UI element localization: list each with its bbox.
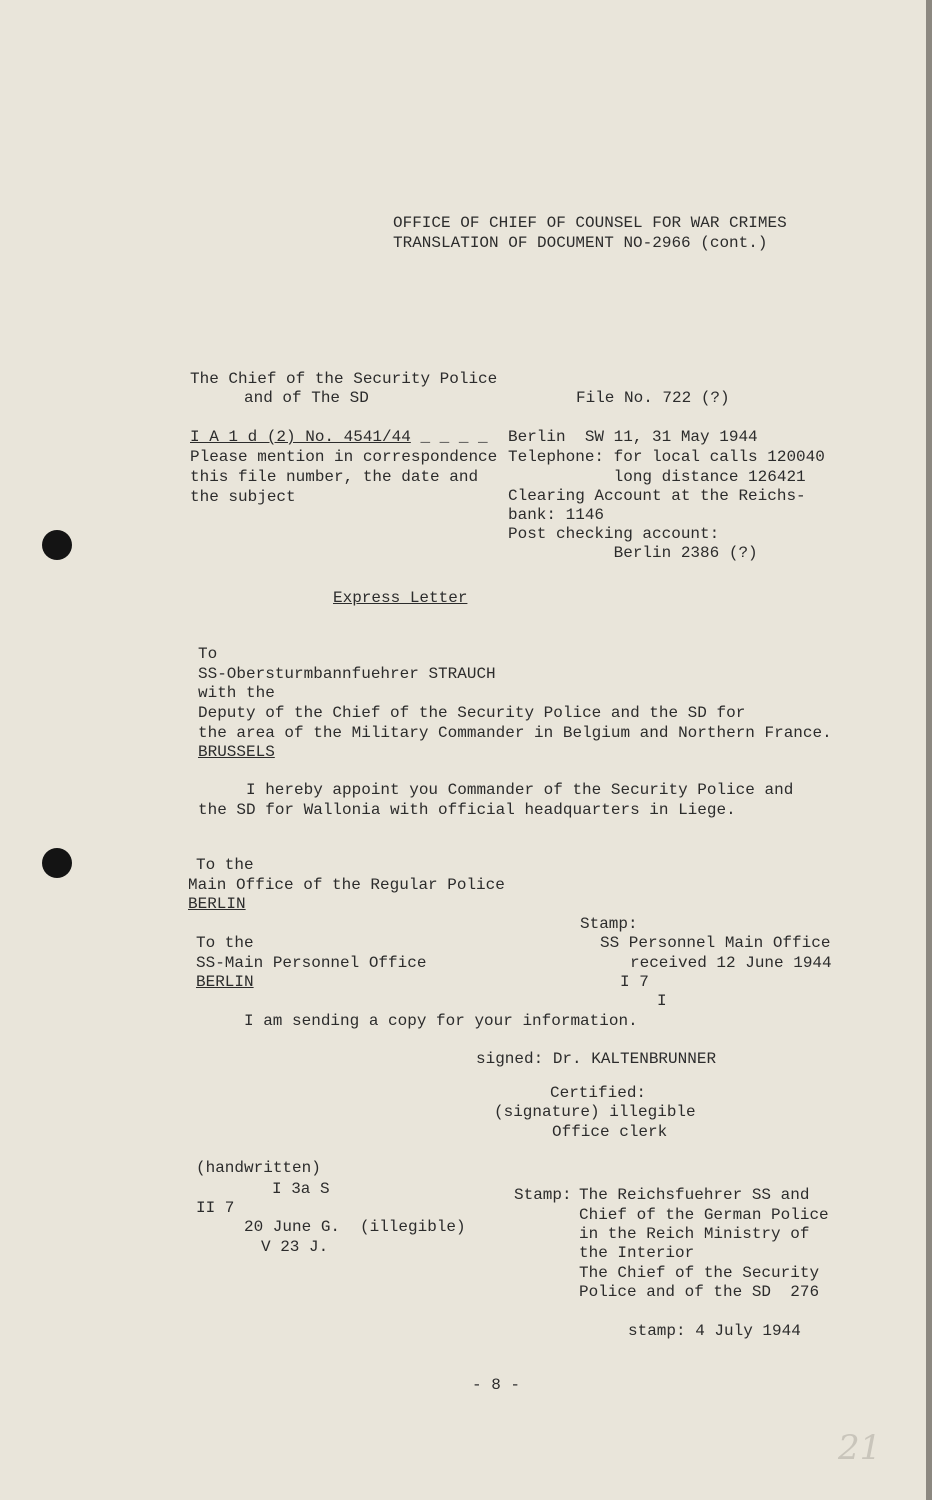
contact-line: Post checking account:	[508, 525, 720, 543]
info-line: I am sending a copy for your information.	[244, 1012, 638, 1030]
handwritten-label: (handwritten)	[196, 1159, 321, 1177]
letter-type: Express Letter	[333, 589, 468, 607]
mention-line: Please mention in correspondence	[190, 448, 498, 466]
stamp-rf-line: in the Reich Ministry of	[579, 1225, 810, 1243]
stamp-rf-line: The Reichsfuehrer SS and	[579, 1186, 810, 1204]
copy2-office: SS-Main Personnel Office	[196, 954, 427, 972]
reference-row	[190, 428, 488, 448]
recipient-to: To	[198, 645, 218, 663]
stamp-received-line: I 7	[620, 973, 649, 991]
mention-line: the subject	[190, 488, 296, 506]
punch-hole	[42, 530, 72, 560]
mention-line: this file number, the date and	[190, 468, 479, 486]
stamp-received-line: received 12 June 1944	[630, 954, 832, 972]
stamp-rf-line: The Chief of the Security	[579, 1264, 820, 1282]
header-translation: TRANSLATION OF DOCUMENT NO-2966 (cont.)	[393, 234, 768, 252]
stamp-rf-line: Chief of the German Police	[579, 1206, 829, 1224]
punch-hole	[42, 848, 72, 878]
signature: signed: Dr. KALTENBRUNNER	[476, 1050, 717, 1068]
contact-line: Berlin 2386 (?)	[508, 544, 758, 562]
handwritten-illegible: (illegible)	[360, 1218, 466, 1236]
header-office: OFFICE OF CHIEF OF COUNSEL FOR WAR CRIMES	[393, 214, 787, 232]
copy2-to: To the	[196, 934, 254, 952]
body-line: I hereby appoint you Commander of the Security Police and	[246, 781, 794, 799]
stamp-received-line: I	[657, 992, 667, 1010]
handwritten-line: II 7	[196, 1199, 235, 1217]
page-edge	[926, 0, 932, 1500]
certification-line: Office clerk	[552, 1123, 668, 1141]
reference-number: I A 1 d (2) No. 4541/44	[190, 428, 411, 446]
recipient-role: the area of the Military Commander in Belgium and Northern France.	[198, 724, 832, 742]
recipient-with: with the	[198, 684, 275, 702]
sender-line1: The Chief of the Security Police	[190, 370, 498, 388]
stamp-rf-label: Stamp:	[514, 1186, 572, 1204]
handwritten-line: V 23 J.	[261, 1238, 329, 1256]
certification-line: (signature) illegible	[494, 1103, 696, 1121]
stamp-date: stamp: 4 July 1944	[628, 1322, 801, 1340]
stamp-received-label: Stamp:	[580, 915, 638, 933]
copy1-to: To the	[196, 856, 254, 874]
contact-line: Clearing Account at the Reichs-	[508, 487, 806, 505]
margin-note: 21	[838, 1428, 882, 1468]
file-number: File No. 722 (?)	[576, 389, 730, 407]
recipient-name: SS-Obersturmbannfuehrer STRAUCH	[198, 665, 496, 683]
body-line: the SD for Wallonia with official headquarters in Liege.	[198, 801, 736, 819]
contact-line: bank: 1146	[508, 506, 605, 524]
contact-line: Telephone: for local calls 120040	[508, 448, 825, 466]
recipient-role: Deputy of the Chief of the Security Police and the SD for	[198, 704, 746, 722]
copy1-office: Main Office of the Regular Police	[188, 876, 505, 894]
copy2-city: BERLIN	[196, 973, 254, 991]
certification-line: Certified:	[550, 1084, 647, 1102]
contact-line: Berlin SW 11, 31 May 1944	[508, 428, 758, 446]
sender-line2: and of The SD	[244, 389, 369, 407]
stamp-rf-line: Police and of the SD 276	[579, 1283, 820, 1301]
handwritten-line: 20 June G.	[244, 1218, 341, 1236]
stamp-rf-line: the Interior	[579, 1244, 695, 1262]
contact-line: long distance 126421	[508, 468, 806, 486]
page-number: - 8 -	[472, 1376, 521, 1394]
stamp-received-line: SS Personnel Main Office	[600, 934, 831, 952]
reference-dashes: _ _ _ _	[410, 428, 488, 446]
handwritten-line: I 3a S	[272, 1180, 330, 1198]
recipient-city: BRUSSELS	[198, 743, 275, 761]
copy1-city: BERLIN	[188, 895, 246, 913]
